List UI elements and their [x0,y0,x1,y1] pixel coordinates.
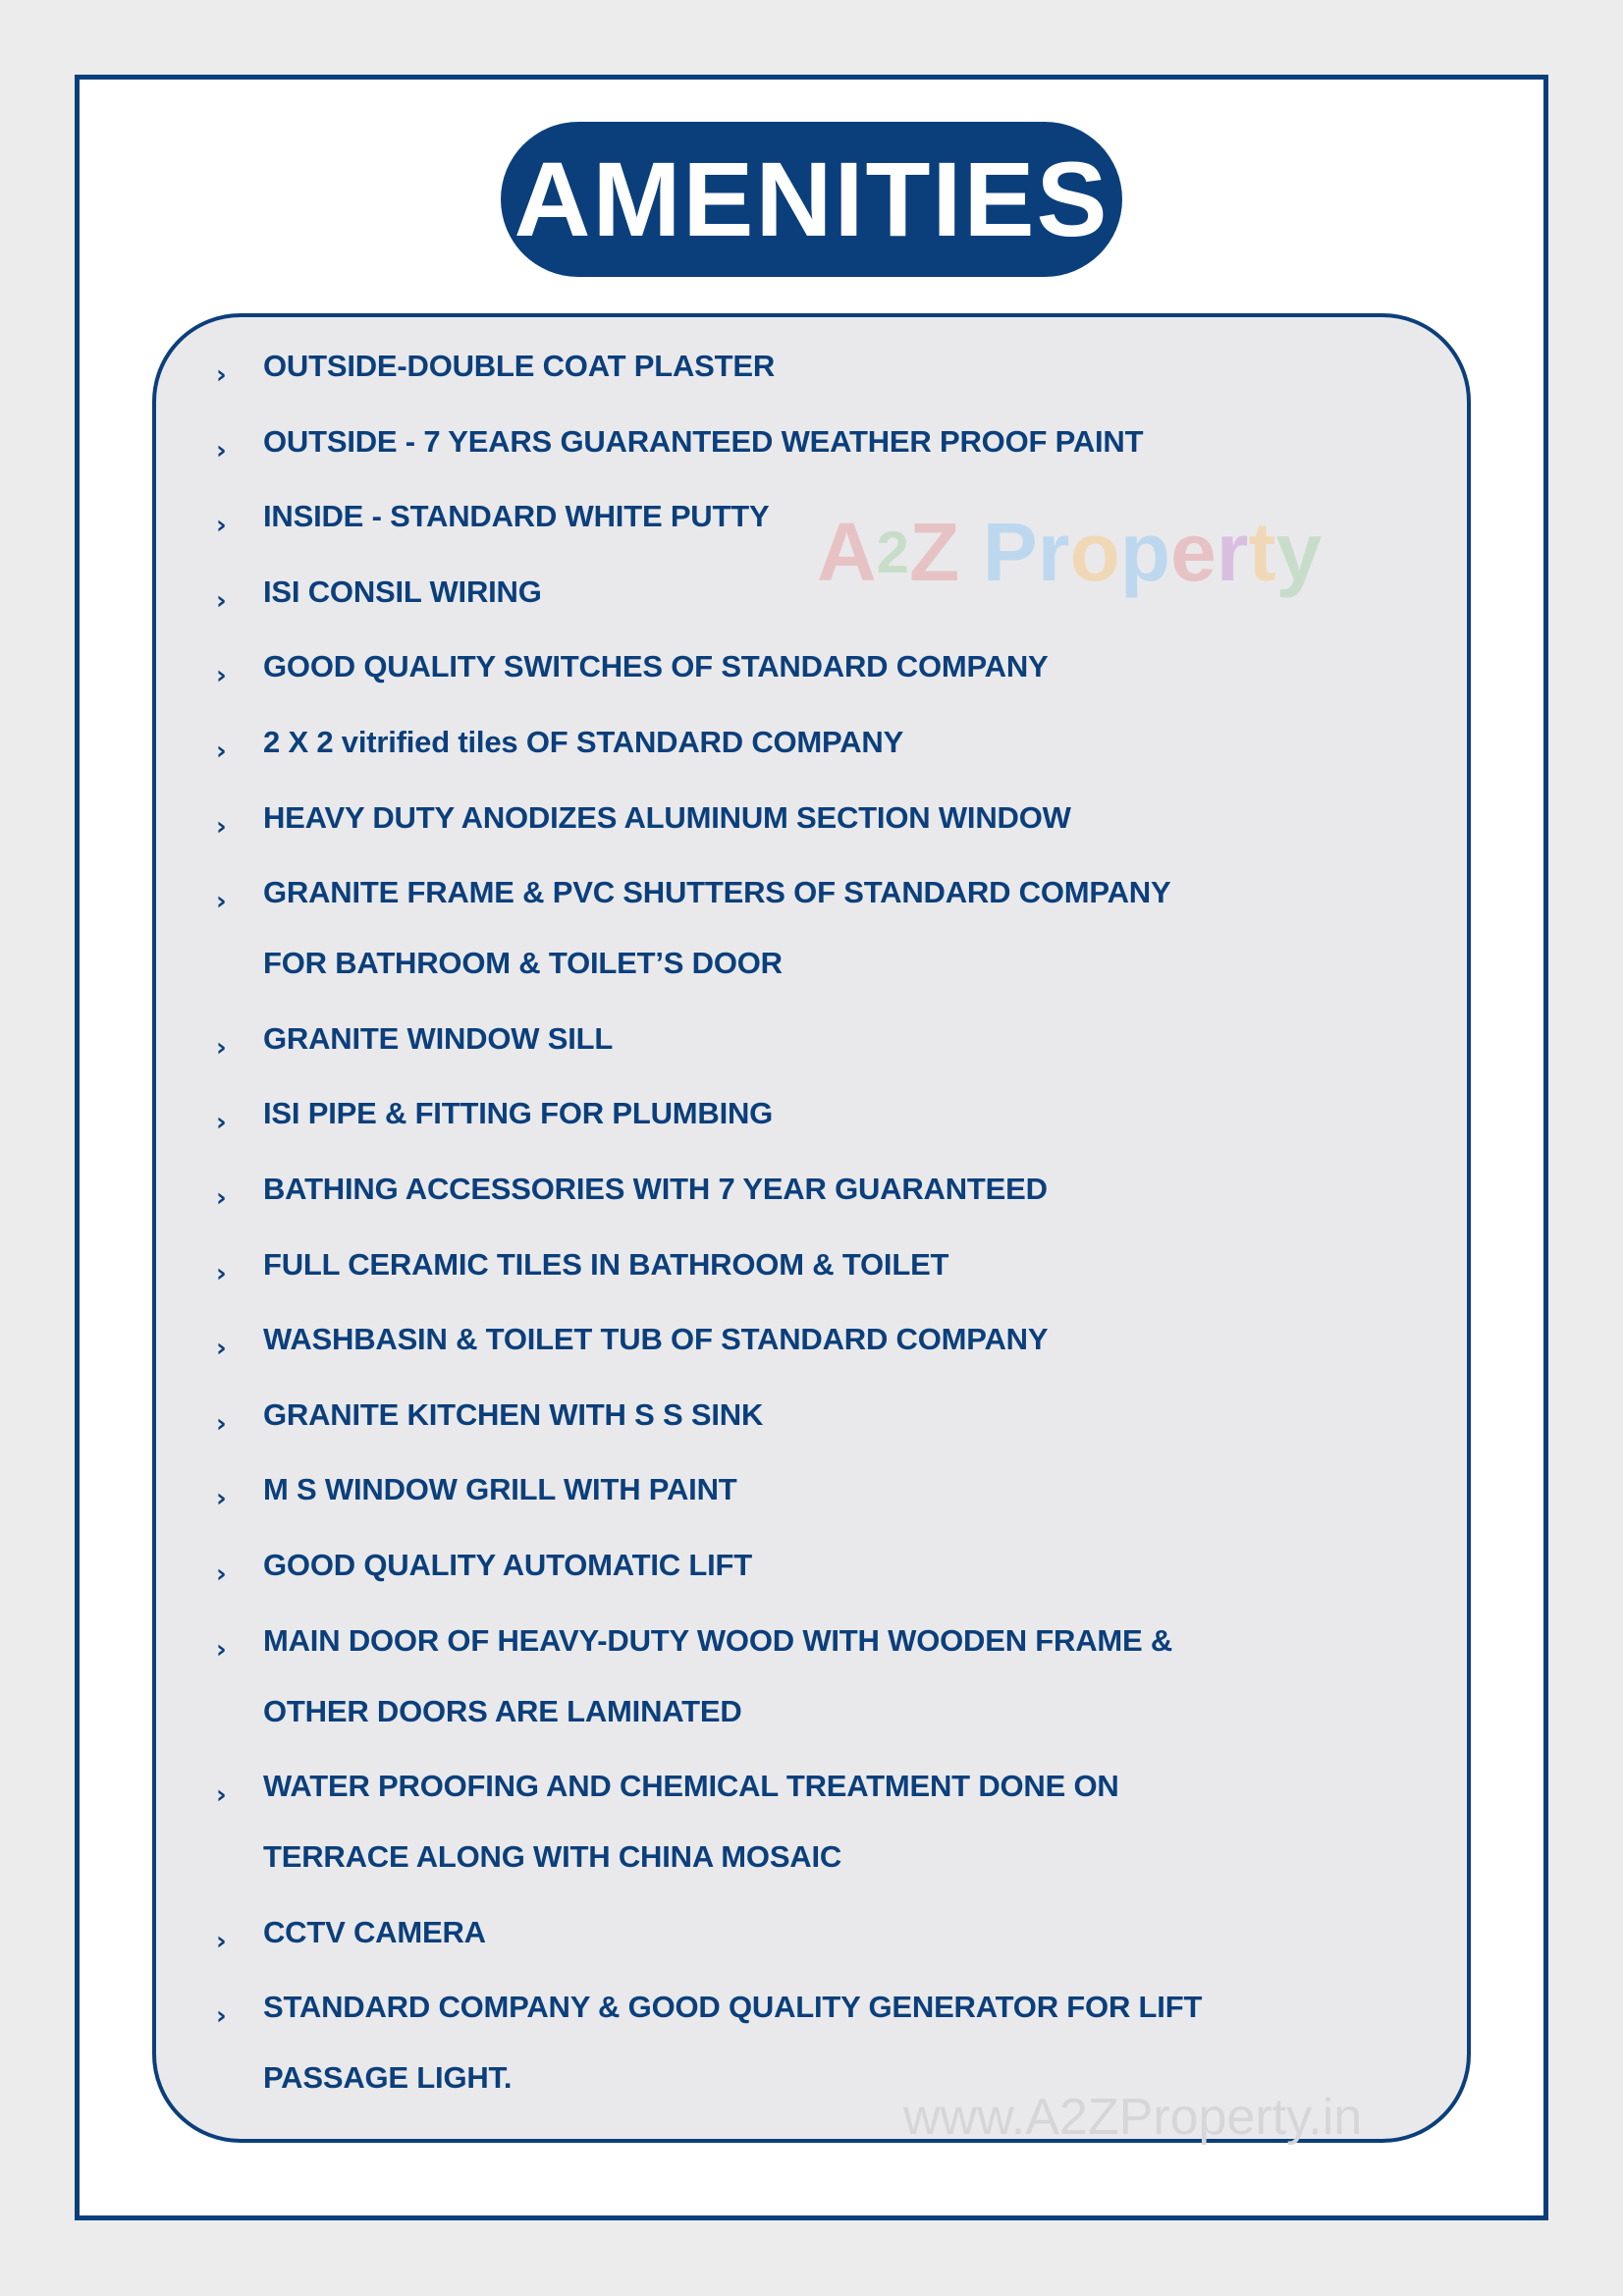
watermark-letter: o [1069,506,1120,598]
amenity-text: MAIN DOOR OF HEAVY-DUTY WOOD WITH WOODEN FRAME & [263,1623,1173,1658]
chevron-right-icon: › [216,1484,227,1513]
watermark-letter: Z [909,506,960,598]
amenity-text-continued: OTHER DOORS ARE LAMINATED [263,1694,742,1728]
amenity-text: GOOD QUALITY SWITCHES OF STANDARD COMPANY [263,649,1049,683]
amenity-text: STANDARD COMPANY & GOOD QUALITY GENERATOR FOR LIFT [263,1990,1203,2024]
chevron-right-icon: › [216,887,227,916]
amenity-text: GRANITE KITCHEN WITH S S SINK [263,1397,764,1432]
watermark-letter: A [817,506,877,598]
amenity-text: ISI CONSIL WIRING [263,574,542,609]
watermark-letter: 2 [876,519,910,585]
amenity-text-continued: FOR BATHROOM & TOILET’S DOOR [263,946,783,980]
watermark-letter: r [1216,506,1249,598]
amenity-text: M S WINDOW GRILL WITH PAINT [263,1472,737,1506]
title-banner [501,122,1122,277]
amenity-text: FULL CERAMIC TILES IN BATHROOM & TOILET [263,1247,949,1282]
watermark-letter: r [1037,506,1070,598]
amenity-text: HEAVY DUTY ANODIZES ALUMINUM SECTION WINDOW [263,800,1071,835]
amenity-text: OUTSIDE-DOUBLE COAT PLASTER [263,349,776,383]
amenity-text: GRANITE FRAME & PVC SHUTTERS OF STANDARD COMPANY [263,875,1171,909]
amenity-text: WASHBASIN & TOILET TUB OF STANDARD COMPANY [263,1322,1049,1356]
amenity-text: GRANITE WINDOW SILL [263,1021,614,1056]
watermark-letter: p [1119,506,1171,598]
chevron-right-icon: › [216,1108,227,1137]
amenity-text: WATER PROOFING AND CHEMICAL TREATMENT DONE ON [263,1769,1119,1803]
chevron-right-icon: › [216,1259,227,1288]
watermark-letter: e [1170,506,1217,598]
watermark-letter: y [1275,506,1323,598]
amenity-text-continued: PASSAGE LIGHT. [263,2060,513,2095]
chevron-right-icon: › [216,661,227,690]
amenity-text: INSIDE - STANDARD WHITE PUTTY [263,499,770,533]
chevron-right-icon: › [216,360,227,390]
chevron-right-icon: › [216,1409,227,1439]
amenity-text: CCTV CAMERA [263,1915,486,1949]
watermark-letter: P [982,506,1038,598]
amenity-text: BATHING ACCESSORIES WITH 7 YEAR GUARANTEED [263,1172,1048,1206]
watermark-url: www.A2ZProperty.in [903,2089,1363,2146]
chevron-right-icon: › [216,1927,227,1956]
chevron-right-icon: › [216,737,227,766]
chevron-right-icon: › [216,812,227,842]
amenity-text: GOOD QUALITY AUTOMATIC LIFT [263,1548,753,1582]
chevron-right-icon: › [216,511,227,540]
chevron-right-icon: › [216,1635,227,1665]
chevron-right-icon: › [216,1183,227,1213]
amenity-text: OUTSIDE - 7 YEARS GUARANTEED WEATHER PROOF PAINT [263,424,1144,459]
chevron-right-icon: › [216,2001,227,2031]
chevron-right-icon: › [216,1033,227,1063]
chevron-right-icon: › [216,1334,227,1363]
chevron-right-icon: › [216,586,227,616]
chevron-right-icon: › [216,1780,227,1810]
amenities-panel [152,313,1471,2146]
chevron-right-icon: › [216,1559,227,1589]
amenity-text: ISI PIPE & FITTING FOR PLUMBING [263,1096,774,1130]
amenity-text-continued: TERRACE ALONG WITH CHINA MOSAIC [263,1839,842,1874]
chevron-right-icon: › [216,436,227,465]
watermark-letter: t [1248,506,1276,598]
page-title: AMENITIES [514,139,1109,258]
amenity-text: 2 X 2 vitrified tiles OF STANDARD COMPANY [263,725,904,759]
